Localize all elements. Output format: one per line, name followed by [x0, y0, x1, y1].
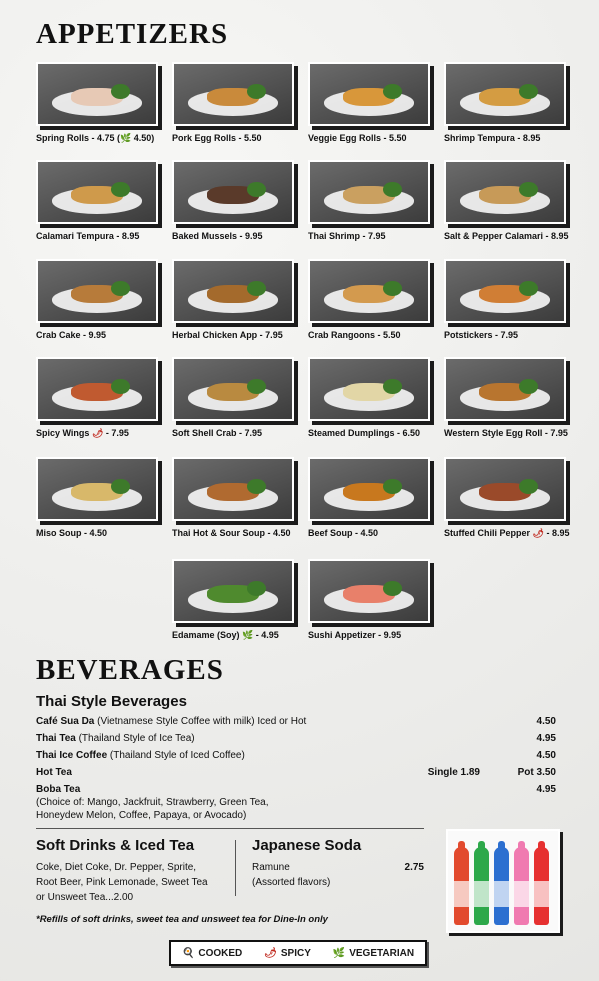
- appetizer-item: [36, 457, 160, 538]
- appetizer-caption: [308, 428, 432, 438]
- japanese-soda-title: Japanese Soda: [252, 837, 362, 854]
- garnish-shape: [247, 581, 266, 595]
- appetizer-name: Veggie Egg Rolls - 5.50: [308, 133, 407, 143]
- appetizer-caption: [444, 528, 568, 539]
- appetizer-photo: [308, 259, 430, 323]
- bottle-label: [534, 881, 549, 907]
- beverage-desc: (Thailand Style of Ice Tea): [75, 733, 195, 744]
- appetizer-name: Herbal Chicken App - 7.95: [172, 330, 283, 340]
- beverage-price: 4.95: [536, 733, 556, 744]
- beverage-row: [36, 716, 556, 730]
- appetizer-photo: [172, 160, 294, 224]
- garnish-shape: [383, 479, 402, 493]
- appetizer-item: [172, 357, 296, 438]
- appetizer-caption: [172, 630, 296, 641]
- appetizer-item: [36, 160, 160, 241]
- appetizer-name: Crab Cake - 9.95: [36, 330, 107, 340]
- appetizer-price-extra: - 7.95: [103, 428, 129, 438]
- beverage-price: 4.95: [536, 784, 556, 795]
- boba-choices-line-2: Honeydew Melon, Coffee, Papaya, or Avocado): [36, 810, 247, 821]
- bottle-label: [494, 881, 509, 907]
- beverage-price: Pot 3.50: [517, 767, 556, 778]
- appetizer-photo: [36, 160, 158, 224]
- appetizer-photo: [36, 62, 158, 126]
- appetizer-photo: [308, 457, 430, 521]
- beverage-name: Thai Ice Coffee: [36, 750, 108, 761]
- appetizers-heading: APPETIZERS: [36, 18, 229, 50]
- appetizer-photo: [36, 357, 158, 421]
- appetizer-caption: [308, 133, 432, 143]
- soda-bottle: [534, 847, 549, 925]
- garnish-shape: [111, 281, 130, 295]
- appetizer-name: Baked Mussels - 9.95: [172, 231, 263, 241]
- appetizer-name: Spring Rolls - 4.75 (: [36, 133, 121, 143]
- section-divider: [36, 828, 424, 829]
- beverage-single-price: Single 1.89: [427, 767, 480, 778]
- soda-bottle: [454, 847, 469, 925]
- appetizer-photo: [308, 62, 430, 126]
- japanese-soda-section: [252, 837, 424, 890]
- appetizer-photo: [308, 160, 430, 224]
- appetizer-caption: [172, 428, 296, 438]
- appetizer-photo: [172, 62, 294, 126]
- appetizer-photo: [308, 357, 430, 421]
- beverage-desc: (Thailand Style of Iced Coffee): [107, 750, 245, 761]
- appetizer-item: [308, 357, 432, 438]
- appetizer-item: [172, 160, 296, 241]
- beverage-name: Thai Tea: [36, 733, 76, 744]
- appetizer-item: [172, 62, 296, 143]
- soda-desc: (Assorted flavors): [252, 877, 331, 888]
- garnish-shape: [111, 379, 130, 393]
- beverage-row: [36, 784, 556, 798]
- garnish-shape: [247, 84, 266, 98]
- appetizer-photo: [36, 259, 158, 323]
- appetizer-photo: [444, 160, 566, 224]
- appetizer-photo: [444, 259, 566, 323]
- bottle-label: [454, 881, 469, 907]
- chili-pepper-icon: 🌶: [264, 947, 277, 959]
- soft-drinks-section: [36, 837, 208, 905]
- appetizer-caption: [308, 231, 432, 241]
- beverage-row: [36, 750, 556, 764]
- thai-beverages-title: Thai Style Beverages: [36, 693, 187, 710]
- chili-pepper-icon: 🌶: [91, 428, 104, 438]
- appetizer-photo: [172, 259, 294, 323]
- leaf-icon: 🌿: [242, 630, 254, 640]
- appetizer-photo: [172, 559, 294, 623]
- appetizer-name: Miso Soup - 4.50: [36, 528, 108, 538]
- appetizer-name: Steamed Dumplings - 6.50: [308, 428, 421, 438]
- appetizer-item: [308, 62, 432, 143]
- appetizer-item: [308, 559, 432, 640]
- appetizer-caption: [444, 231, 568, 241]
- column-divider: [235, 840, 236, 896]
- garnish-shape: [247, 281, 266, 295]
- garnish-shape: [247, 182, 266, 196]
- refill-note: *Refills of soft drinks, sweet tea and unsweet tea for Dine-In only: [36, 914, 328, 925]
- appetizer-caption: [172, 330, 296, 340]
- soft-drinks-line: or Unsweet Tea...2.00: [36, 892, 134, 903]
- appetizer-price-extra: - 4.95: [253, 630, 279, 640]
- appetizer-caption: [444, 133, 568, 143]
- garnish-shape: [111, 479, 130, 493]
- appetizer-photo: [444, 457, 566, 521]
- appetizer-name: Calamari Tempura - 8.95: [36, 231, 140, 241]
- appetizer-photo: [36, 457, 158, 521]
- soda-price: 2.75: [404, 862, 424, 873]
- appetizer-caption: [308, 630, 432, 640]
- beverages-heading: BEVERAGES: [36, 654, 224, 686]
- appetizer-item: [172, 259, 296, 340]
- leaf-icon: 🌿: [332, 947, 346, 959]
- appetizer-caption: [36, 231, 160, 241]
- soda-name: Ramune: [252, 862, 290, 873]
- legend-spicy: [264, 948, 311, 959]
- legend-vegetarian-label: VEGETARIAN: [349, 947, 415, 959]
- appetizer-photo: [444, 62, 566, 126]
- garnish-shape: [519, 281, 538, 295]
- appetizer-item: [36, 357, 160, 439]
- garnish-shape: [519, 479, 538, 493]
- chili-pepper-icon: 🌶: [532, 528, 544, 538]
- soda-bottle: [494, 847, 509, 925]
- beverage-name: Café Sua Da: [36, 716, 95, 727]
- soda-bottle: [514, 847, 529, 925]
- appetizer-item: [308, 160, 432, 241]
- cooked-icon: 🍳: [181, 947, 195, 959]
- garnish-shape: [519, 379, 538, 393]
- boba-choices-line-1: (Choice of: Mango, Jackfruit, Strawberry, Green Tea,: [36, 797, 269, 808]
- appetizer-caption: [36, 330, 160, 340]
- appetizer-name: Stuffed Chili Pepper: [444, 528, 533, 538]
- beverage-price: 4.50: [536, 716, 556, 727]
- soft-drinks-line: Root Beer, Pink Lemonade, Sweet Tea: [36, 877, 208, 888]
- appetizer-caption: [36, 133, 160, 144]
- appetizer-name: Thai Hot & Sour Soup - 4.50: [172, 528, 291, 538]
- beverage-row: [36, 733, 556, 747]
- garnish-shape: [111, 84, 130, 98]
- soda-bottle: [474, 847, 489, 925]
- appetizer-price-extra: 4.50): [131, 133, 155, 143]
- ramune-bottles-photo: [446, 829, 560, 933]
- appetizer-caption: [444, 428, 568, 438]
- garnish-shape: [247, 379, 266, 393]
- beverage-desc: (Vietnamese Style Coffee with milk) Iced or Hot: [94, 716, 307, 727]
- bottle-label: [514, 881, 529, 907]
- beverage-price: 4.50: [536, 750, 556, 761]
- legend-vegetarian: [333, 948, 414, 959]
- legend-cooked-label: COOKED: [198, 947, 243, 959]
- garnish-shape: [383, 84, 402, 98]
- garnish-shape: [247, 479, 266, 493]
- legend: [169, 940, 427, 966]
- appetizer-item: [172, 559, 296, 641]
- appetizer-name: Beef Soup - 4.50: [308, 528, 379, 538]
- appetizer-caption: [308, 528, 432, 538]
- soft-drinks-title: Soft Drinks & Iced Tea: [36, 837, 195, 854]
- appetizer-name: Shrimp Tempura - 8.95: [444, 133, 541, 143]
- appetizer-item: [444, 160, 568, 241]
- appetizer-caption: [172, 231, 296, 241]
- beverage-row: [36, 767, 556, 781]
- appetizer-name: Sushi Appetizer - 9.95: [308, 630, 402, 640]
- garnish-shape: [383, 379, 402, 393]
- appetizer-item: [36, 62, 160, 144]
- beverage-name: Boba Tea: [36, 784, 81, 795]
- boba-choices: [36, 810, 556, 824]
- appetizer-caption: [36, 428, 160, 439]
- appetizer-item: [308, 457, 432, 538]
- appetizer-name: Edamame (Soy): [172, 630, 243, 640]
- appetizer-name: Pork Egg Rolls - 5.50: [172, 133, 262, 143]
- appetizer-caption: [444, 330, 568, 340]
- appetizer-name: Salt & Pepper Calamari - 8.95: [444, 231, 569, 241]
- appetizer-photo: [172, 457, 294, 521]
- legend-cooked: [182, 948, 242, 959]
- thai-beverages-section: [36, 693, 556, 710]
- appetizer-name: Soft Shell Crab - 7.95: [172, 428, 263, 438]
- appetizer-photo: [172, 357, 294, 421]
- appetizer-item: [308, 259, 432, 340]
- appetizer-name: Western Style Egg Roll - 7.95: [444, 428, 568, 438]
- appetizer-item: [36, 259, 160, 340]
- appetizer-item: [444, 259, 568, 340]
- appetizer-caption: [172, 528, 296, 538]
- garnish-shape: [519, 182, 538, 196]
- appetizer-item: [444, 357, 568, 438]
- garnish-shape: [519, 84, 538, 98]
- appetizer-name: Crab Rangoons - 5.50: [308, 330, 401, 340]
- garnish-shape: [111, 182, 130, 196]
- appetizer-name: Spicy Wings: [36, 428, 92, 438]
- garnish-shape: [383, 182, 402, 196]
- appetizer-price-extra: - 8.95: [543, 528, 570, 538]
- legend-spicy-label: SPICY: [280, 947, 311, 959]
- soft-drinks-line: Coke, Diet Coke, Dr. Pepper, Sprite,: [36, 862, 197, 873]
- appetizer-photo: [308, 559, 430, 623]
- appetizer-caption: [308, 330, 432, 340]
- leaf-icon: 🌿: [120, 133, 132, 143]
- beverage-name: Hot Tea: [36, 767, 72, 778]
- appetizer-item: [444, 457, 568, 539]
- appetizer-name: Thai Shrimp - 7.95: [308, 231, 386, 241]
- appetizer-caption: [172, 133, 296, 143]
- bottle-label: [474, 881, 489, 907]
- boba-choices: [36, 797, 556, 811]
- garnish-shape: [383, 281, 402, 295]
- garnish-shape: [383, 581, 402, 595]
- appetizer-caption: [36, 528, 160, 538]
- appetizer-photo: [444, 357, 566, 421]
- appetizer-name: Potstickers - 7.95: [444, 330, 519, 340]
- appetizer-item: [444, 62, 568, 143]
- appetizer-item: [172, 457, 296, 538]
